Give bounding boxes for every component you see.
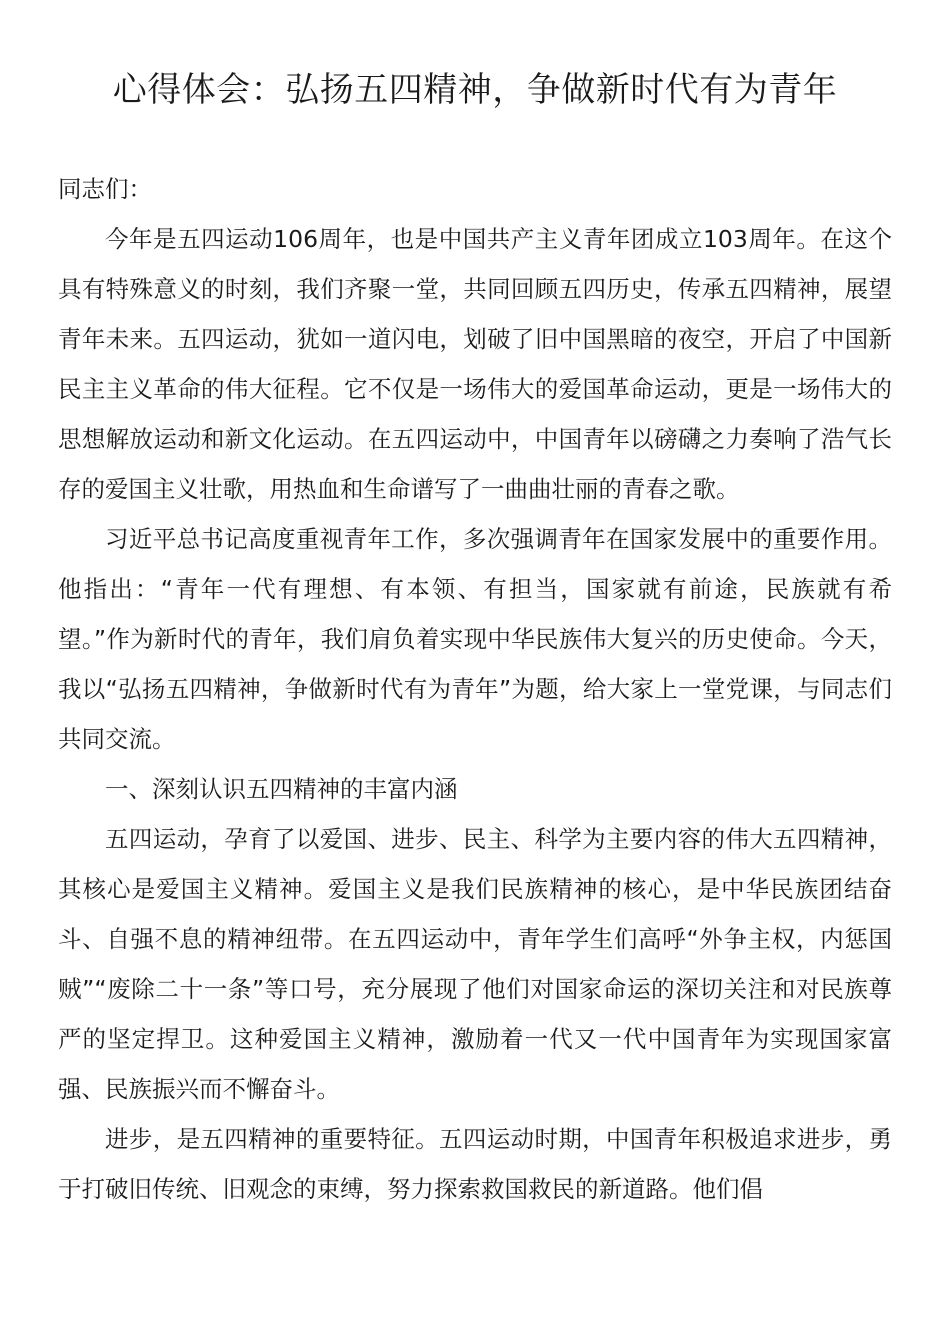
section-heading: 一、深刻认识五四精神的丰富内涵 [105,775,458,803]
paragraph: 今年是五四运动106周年，也是中国共产主义青年团成立103周年。在这个具有特殊意义的时刻，我们齐聚一堂，共同回顾五四历史，传承五四精神，展望青年未来。五四运动，犹如一道闪电，划破了旧中国黑暗的夜空，开启了中国新民主主义革命的伟大征程。它不仅是一场伟大的爱国革命运动，更是一场伟大的思想解放运动和新文化运动。在五四运动中，中国青年以磅礴之力奏响了浩气长存的爱国主义壮歌，用热血和生命谱写了一曲曲壮丽的青春之歌。 [58,225,892,503]
paragraph: 进步，是五四精神的重要特征。五四运动时期，中国青年积极追求进步，勇于打破旧传统、旧观念的束缚，努力探索救国救民的新道路。他们倡 [58,1125,892,1203]
document-body [58,164,892,1214]
document-title: 心得体会：弘扬五四精神，争做新时代有为青年 [112,70,838,110]
paragraph: 习近平总书记高度重视青年工作，多次强调青年在国家发展中的重要作用。他指出：“青年一代有理想、有本领、有担当，国家就有前途，民族就有希望。”作为新时代的青年，我们肩负着实现中华民族伟大复兴的历史使命。今天，我以“弘扬五四精神，争做新时代有为青年”为题，给大家上一堂党课，与同志们共同交流。 [58,525,892,753]
paragraph: 五四运动，孕育了以爱国、进步、民主、科学为主要内容的伟大五四精神，其核心是爱国主义精神。爱国主义是我们民族精神的核心，是中华民族团结奋斗、自强不息的精神纽带。在五四运动中，青年学生们高呼“外争主权，内惩国贼”“废除二十一条”等口号，充分展现了他们对国家命运的深切关注和对民族尊严的坚定捍卫。这种爱国主义精神，激励着一代又一代中国青年为实现国家富强、民族振兴而不懈奋斗。 [58,825,892,1103]
salutation: 同志们： [58,175,152,203]
